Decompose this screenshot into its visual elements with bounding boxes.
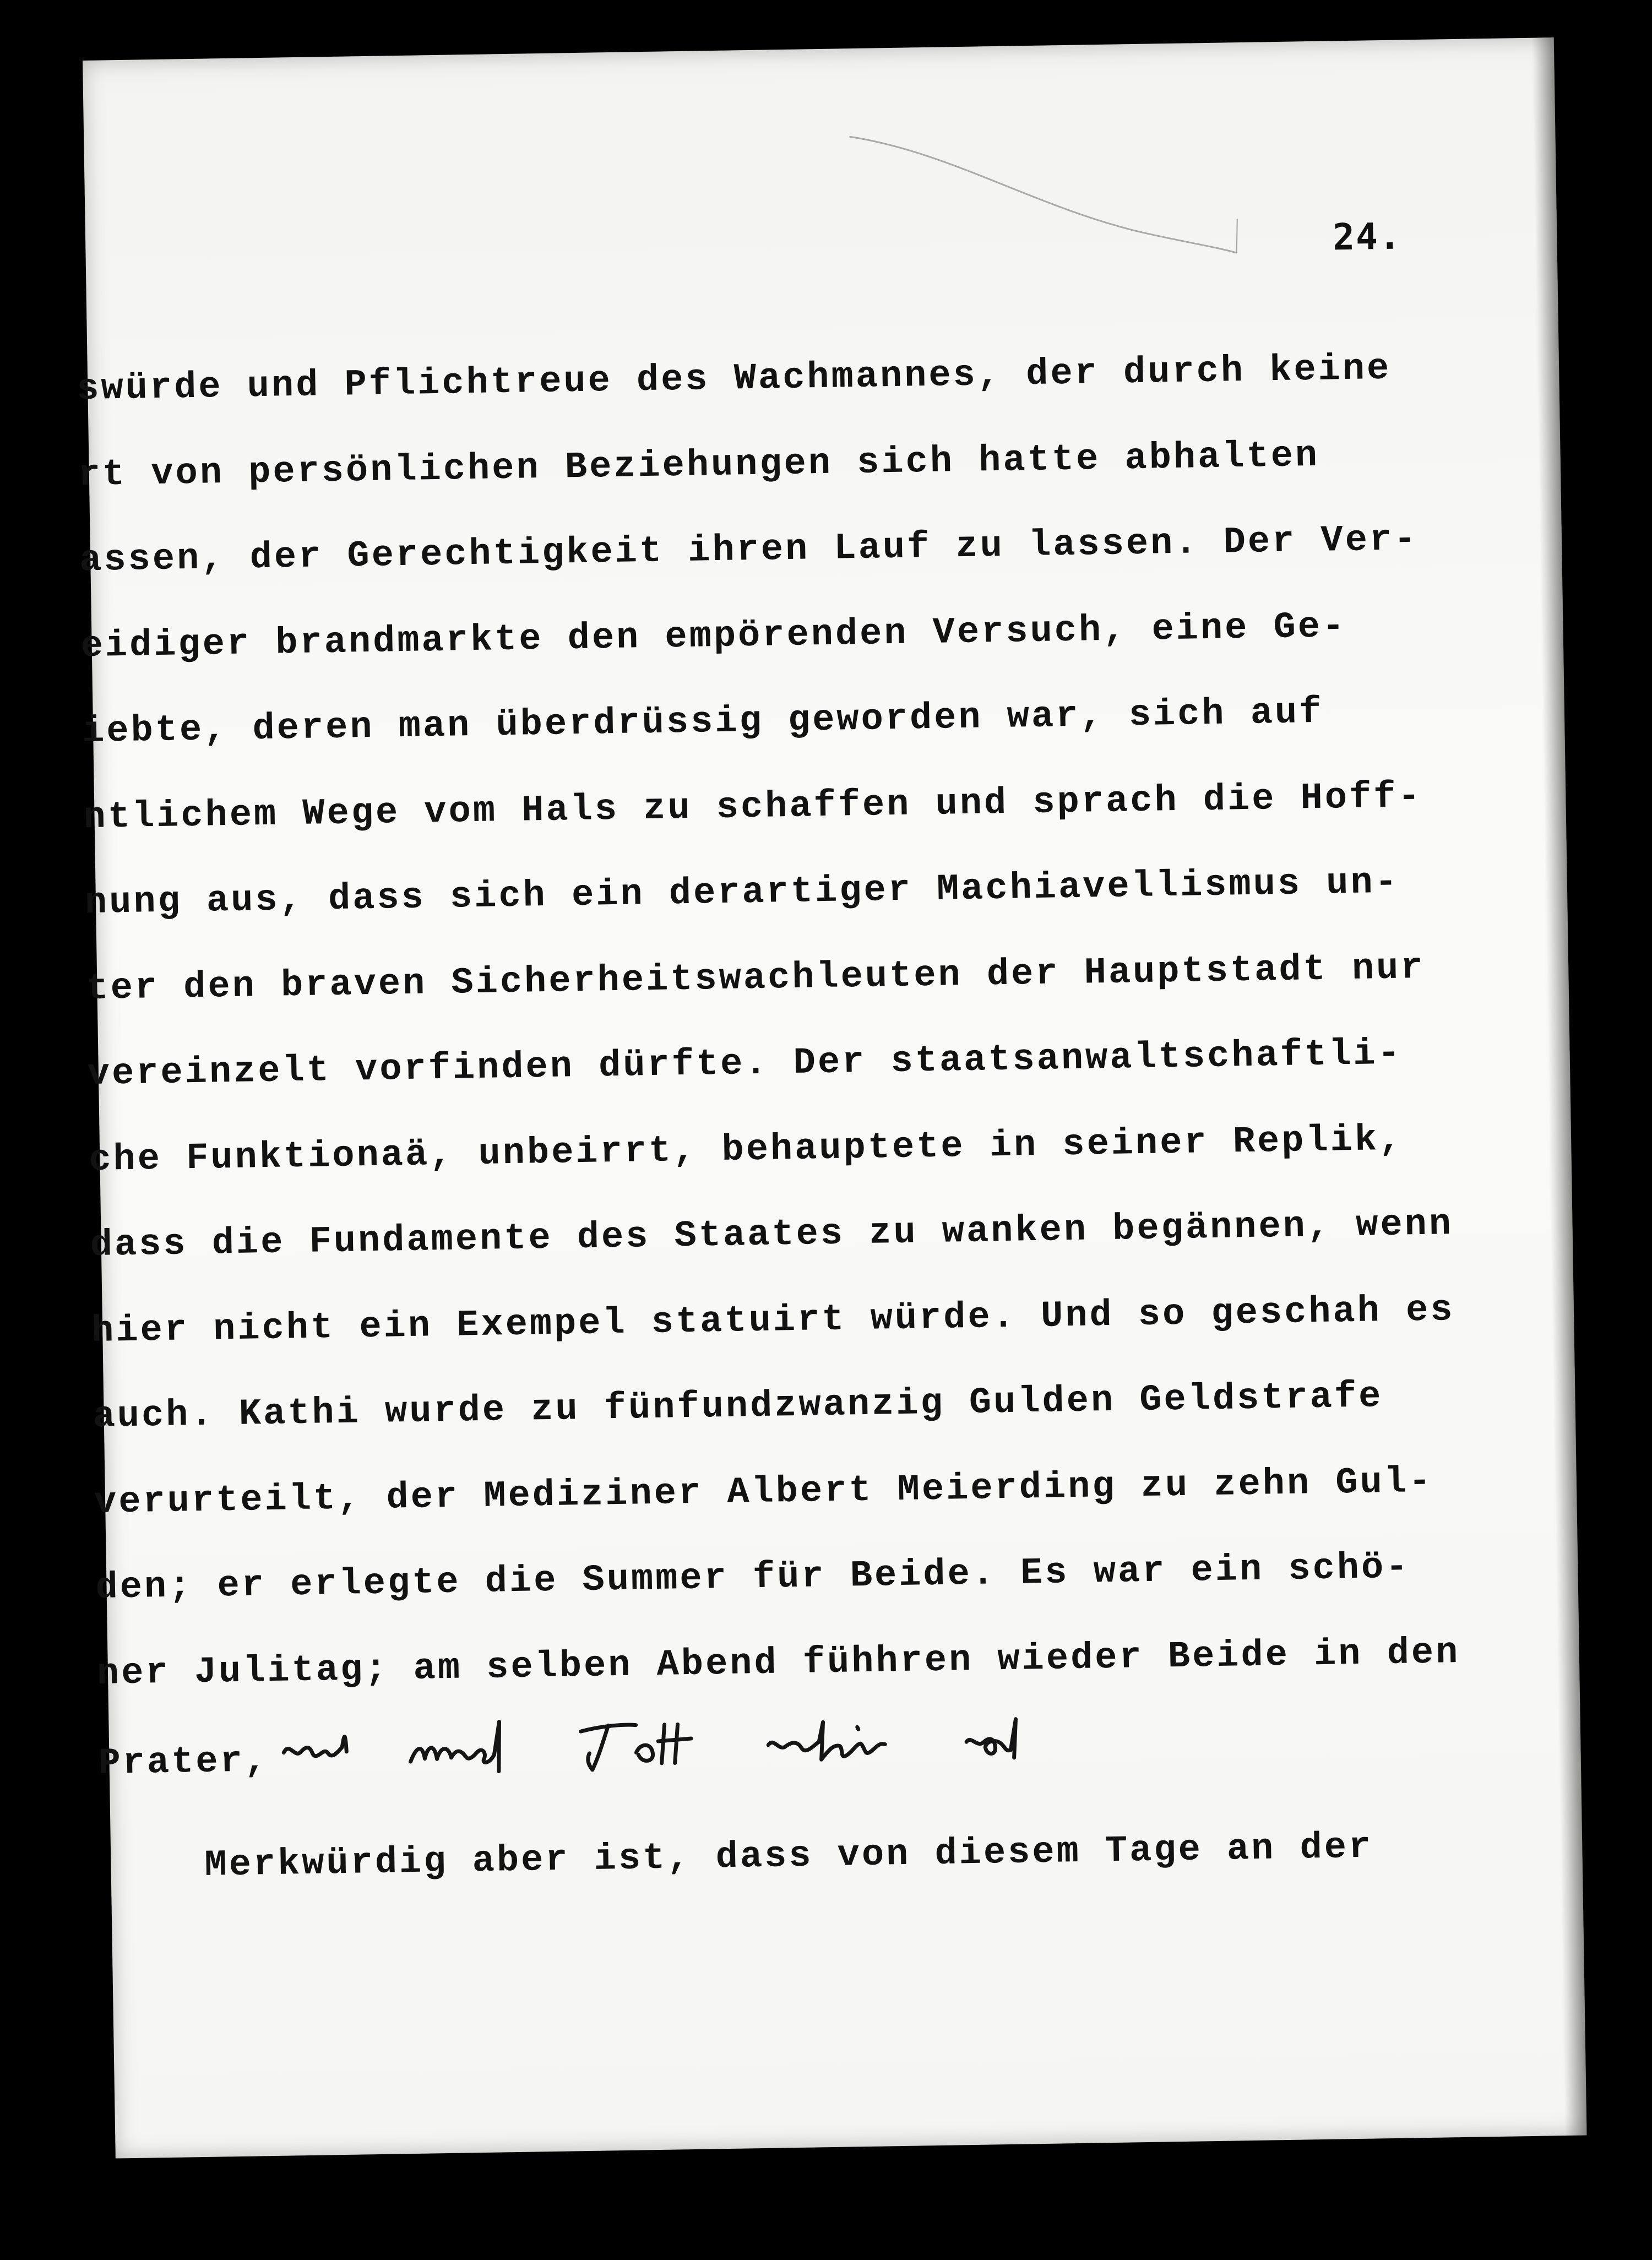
text-line: Prater, (97, 1740, 269, 1785)
paper-sheet (76, 37, 1587, 2159)
text-line: che Funktionaä, unbeirrt, behauptete in seiner Replik, (88, 1118, 1404, 1181)
text-line: assen, der Gerechtigkeit ihren Lauf zu lassen. Der Ver- (79, 519, 1419, 582)
text-line: ner Julitag; am selben Abend fühhren wieder Beide in den (96, 1631, 1460, 1695)
text-line: ntlichem Wege vom Hals zu schaffen und sprach die Hoff- (83, 775, 1423, 839)
text-line: den; er erlegte die Summer für Beide. Es war ein schö- (95, 1546, 1411, 1609)
text-line: ter den braven Sicherheitswachleuten der Hauptstadt nur (85, 947, 1426, 1010)
text-line: verurteilt, der Mediziner Albert Meierding zu zehn Gul- (94, 1460, 1433, 1524)
text-line: auch. Kathi wurde zu fünfundzwanzig Gulden Geldstrafe (93, 1376, 1383, 1438)
text-line: nung aus, dass sich ein derartiger Machiavellismus un- (84, 861, 1400, 925)
page-number: 24. (1332, 215, 1403, 259)
handwritten-annotation (273, 1701, 1100, 1780)
text-line: swürde und Pflichtreue des Wachmannes, der durch keine (76, 347, 1392, 411)
text-line: Merkwürdig aber ist, dass von diesem Tage an der (204, 1826, 1373, 1887)
text-line: iebte, deren man überdrüssig geworden war, sich auf (81, 691, 1324, 753)
text-line: hier nicht ein Exempel statuirt würde. Und so geschah es (91, 1289, 1455, 1352)
text-line: eidiger brandmarkte den empörenden Versuch, eine Ge- (80, 605, 1347, 667)
text-line: vereinzelt vorfinden dürfte. Der staatsanwaltschaftli- (87, 1033, 1403, 1096)
text-line: dass die Fundamente des Staates zu wanken begännen, wenn (90, 1203, 1454, 1267)
paper-crease (849, 108, 1248, 269)
text-line: rt von persönlichen Beziehungen sich hatte abhalten (78, 434, 1320, 496)
handwriting-strokes (273, 1701, 1100, 1780)
typewritten-body (76, 324, 1587, 1910)
